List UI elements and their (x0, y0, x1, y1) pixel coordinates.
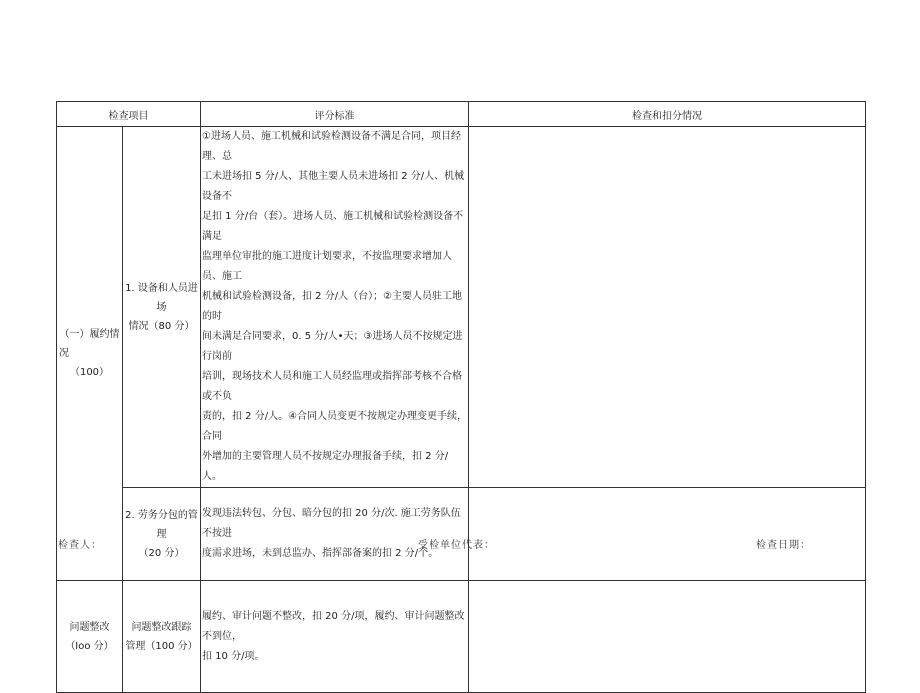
item-score: 管理（100 分） (125, 640, 198, 652)
category-label: （一）履约情 (59, 329, 120, 340)
deduction-cell[interactable] (469, 127, 866, 488)
category-label: 问题整改 (69, 621, 110, 633)
item-name: 1. 设备和人员进场 (125, 282, 198, 313)
item-name-cell (123, 581, 201, 693)
criteria-line: 工未进场扣 5 分/人、其他主要人员未进场扣 2 分/人、机械设备不 (202, 171, 465, 202)
inspection-date-label: 检查日期： (756, 540, 811, 551)
table-row (57, 581, 866, 693)
category-score: （100） (69, 367, 110, 378)
criteria-line: 责的，扣 2 分/人。④合同人员变更不按规定办理变更手续，合同 (202, 411, 468, 442)
header-scoring-criteria: 评分标准 (201, 102, 469, 127)
criteria-cell (201, 488, 469, 581)
category-performance-cell (57, 127, 123, 581)
header-inspection-item: 检查项目 (57, 102, 201, 127)
table-row (57, 127, 866, 488)
criteria-line: ①进场人员、施工机械和试验检测设备不满足合同，项目经理、总 (202, 131, 461, 162)
item-name-cell (123, 127, 201, 488)
item-name: 2. 劳务分包的管理 (125, 509, 198, 540)
criteria-cell (201, 127, 469, 488)
category-label: 况 (59, 348, 69, 359)
table-header-row (57, 102, 866, 127)
category-rectification-cell (57, 581, 123, 693)
criteria-line: 间未满足合同要求，0. 5 分/人•天；③进场人员不按规定进行岗前 (202, 331, 463, 362)
table-row (57, 488, 866, 581)
item-score: （20 分） (138, 547, 185, 559)
deduction-cell[interactable] (469, 581, 866, 693)
criteria-line: 度需求进场，未到总监办、指挥部备案的扣 2 分/个。 (202, 548, 439, 559)
item-score: 情况（80 分） (128, 320, 195, 332)
deduction-cell[interactable] (469, 488, 866, 581)
header-inspection-deduction: 检查和扣分情况 (469, 102, 866, 127)
item-name: 问题整改跟踪 (131, 621, 192, 633)
inspector-signature-label: 检查人： (58, 540, 102, 551)
criteria-line: 履约、审计问题不整改，扣 20 分/项，履约、审计问题整改不到位， (202, 610, 465, 642)
inspection-table (56, 101, 866, 693)
category-score: （Ioo 分） (65, 640, 114, 652)
criteria-line: 机械和试验检测设备，扣 2 分/人（台）；②主要人员驻工地的时 (202, 291, 463, 322)
criteria-line: 培训，现场技术人员和施工人员经监理或指挥部考核不合格或不负 (202, 371, 462, 402)
criteria-cell (201, 581, 469, 693)
representative-signature-label: 受检单位代表： (418, 540, 495, 551)
item-name-cell (123, 488, 201, 581)
criteria-line: 发现违法转包、分包、暗分包的扣 20 分/次. 施工劳务队伍不按进 (202, 508, 461, 539)
criteria-line: 外增加的主要管理人员不按规定办理报备手续，扣 2 分/人。 (202, 451, 449, 482)
criteria-line: 监理单位审批的施工进度计划要求，不按监理要求增加人员、施工 (202, 251, 452, 282)
criteria-line: 足扣 1 分/台（套）。进场人员、施工机械和试验检测设备不满足 (202, 211, 464, 242)
criteria-line: 扣 10 分/项。 (202, 650, 265, 662)
